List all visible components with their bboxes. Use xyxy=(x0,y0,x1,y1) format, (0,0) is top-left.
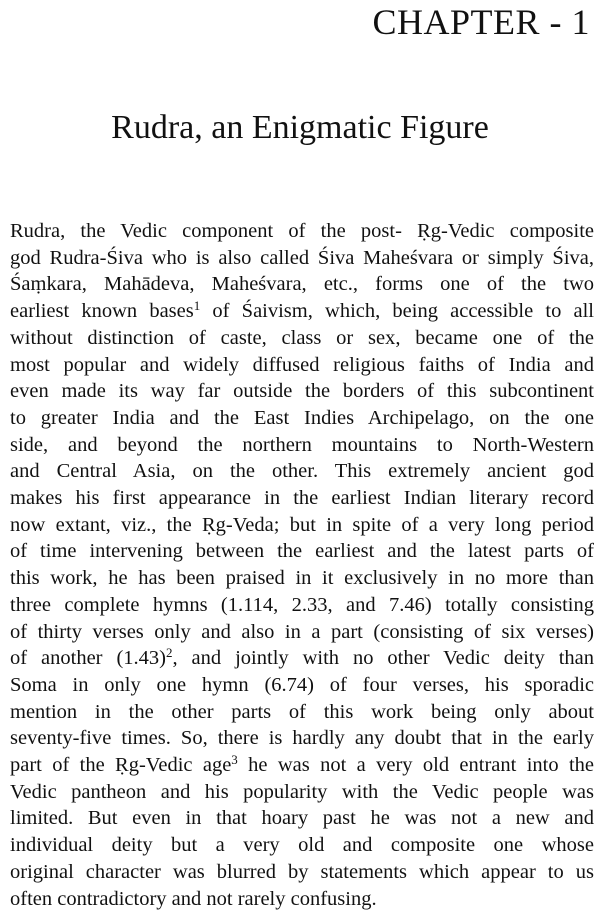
body-paragraph xyxy=(10,218,594,912)
text-line: Vedic pantheon and his popularity with the Vedic people was xyxy=(10,780,594,803)
chapter-heading: CHAPTER - 1 xyxy=(372,2,590,42)
text-line: this work, he has been praised in it exclusively in no more than xyxy=(10,567,594,590)
text-line: seventy-five times. So, there is hardly any doubt that in the early xyxy=(10,727,594,750)
text-line: now extant, viz., the Ṛg-Veda; but in spite of a very long period xyxy=(10,513,594,536)
text-line: individual deity but a very old and composite one whose xyxy=(10,834,594,857)
text-line: earliest known bases$^1$ of Śaivism, which, being accessible to all xyxy=(10,297,595,323)
text-line: original character was blurred by statements which appear to us xyxy=(10,860,594,883)
text-line: Śaṃkara, Mahādeva, Maheśvara, etc., forms one of the two xyxy=(10,273,594,296)
text-line: most popular and widely diffused religious faiths of India and xyxy=(10,353,594,376)
text-line: mention in the other parts of this work being only about xyxy=(10,700,594,723)
text-line: even made its way far outside the borders of this subcontinent xyxy=(10,380,594,403)
text-line: Soma in only one hymn (6.74) of four verses, his sporadic xyxy=(10,673,594,696)
text-line: limited. But even in that hoary past he was not a new and xyxy=(10,807,594,830)
text-line: without distinction of caste, class or sex, became one of the xyxy=(10,326,594,349)
text-line: part of the Ṛg-Vedic age$^3$ he was not a very old entrant into the xyxy=(10,751,594,777)
footnote-marker[interactable]: 1 xyxy=(193,297,201,313)
text-line: makes his first appearance in the earliest Indian literary record xyxy=(10,487,594,510)
text-line: and Central Asia, on the other. This extremely ancient god xyxy=(10,460,594,483)
text-line: three complete hymns (1.114, 2.33, and 7.46) totally consisting xyxy=(10,593,594,616)
text-line: side, and beyond the northern mountains to North-Western xyxy=(10,433,594,456)
text-line: of thirty verses only and also in a part (consisting of six verses) xyxy=(10,620,594,643)
text-line: often contradictory and not rarely confusing. xyxy=(10,887,377,910)
text-line: of time intervening between the earliest and the latest parts of xyxy=(10,540,594,563)
text-line: of another $(1.43)^2$, and jointly with no other Vedic deity than xyxy=(10,645,594,670)
text-line: to greater India and the East Indies Archipelago, on the one xyxy=(10,406,594,429)
footnote-marker[interactable]: 2 xyxy=(165,645,173,661)
text-line: Rudra, the Vedic component of the post- Ṛg-Vedic composite xyxy=(10,220,594,242)
text-line: god Rudra-Śiva who is also called Śiva Maheśvara or simply Śiva, xyxy=(10,246,594,269)
chapter-title: Rudra, an Enigmatic Figure xyxy=(111,109,489,146)
footnote-marker[interactable]: 3 xyxy=(231,751,238,767)
